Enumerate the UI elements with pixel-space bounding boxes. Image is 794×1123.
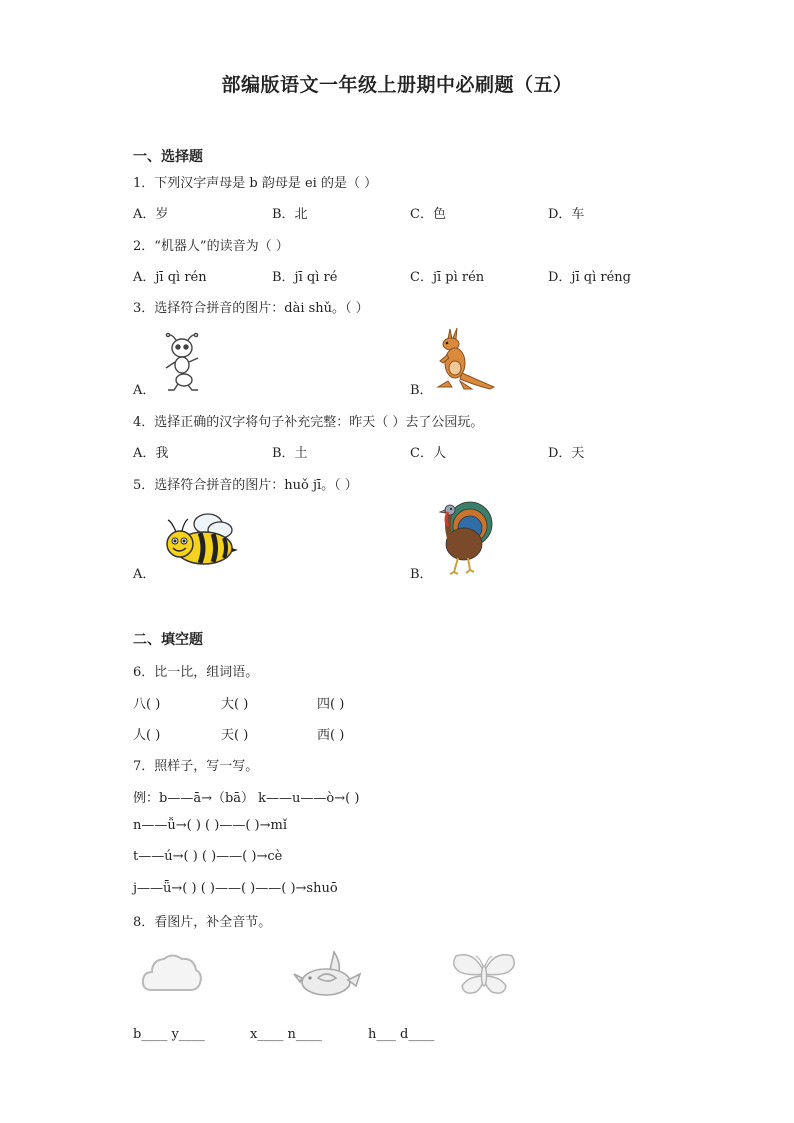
q1-option-d[interactable]: D．车 xyxy=(548,207,585,222)
q7-line-4[interactable]: j——ǖ→( ) ( )——( )——( )→shuō xyxy=(133,881,338,896)
q7-line-3[interactable]: t——ú→( ) ( )——( )→cè xyxy=(133,849,283,864)
q1-option-b[interactable]: B．北 xyxy=(272,207,308,222)
bird-icon xyxy=(292,948,362,1002)
question-2: 2．“机器人”的读音为（ ） xyxy=(133,239,289,254)
q4-option-c[interactable]: C．人 xyxy=(410,446,446,461)
butterfly-icon xyxy=(450,950,518,998)
question-1: 1．下列汉字声母是 b 韵母是 ei 的是（ ） xyxy=(133,176,378,191)
question-7: 7．照样子，写一写。 xyxy=(133,759,259,774)
q3-option-a[interactable]: A． xyxy=(133,383,156,398)
q7-example-line[interactable]: 例：b——ā→（bā） k——u——ò→( ) xyxy=(133,791,360,806)
q5-option-b[interactable]: B． xyxy=(410,567,433,582)
q8-blank-butterfly[interactable]: h___ d____ xyxy=(368,1027,435,1042)
q6-row2-item1[interactable]: 人( ) xyxy=(133,728,161,743)
q7-line-2[interactable]: n——ǚ→( ) ( )——( )→mǐ xyxy=(133,818,287,833)
q8-blank-cloud[interactable]: b____ y____ xyxy=(133,1027,205,1042)
q1-option-c[interactable]: C．色 xyxy=(410,207,446,222)
page-title: 部编版语文一年级上册期中必刷题（五） xyxy=(221,74,573,96)
q5-option-a[interactable]: A． xyxy=(133,567,156,582)
question-5: 5．选择符合拼音的图片：huǒ jī。（ ） xyxy=(133,478,358,493)
q6-row2-item2[interactable]: 天( ) xyxy=(221,728,249,743)
q3-option-b[interactable]: B． xyxy=(410,383,433,398)
turkey-icon[interactable] xyxy=(434,498,496,576)
ant-icon[interactable] xyxy=(160,332,206,392)
cloud-icon xyxy=(140,950,204,996)
q4-option-d[interactable]: D．天 xyxy=(548,446,585,461)
q4-option-b[interactable]: B．土 xyxy=(272,446,308,461)
q2-option-c[interactable]: C．jī pì rén xyxy=(410,270,485,285)
q6-row2-item3[interactable]: 西( ) xyxy=(317,728,345,743)
question-6: 6．比一比，组词语。 xyxy=(133,665,259,680)
question-8: 8．看图片，补全音节。 xyxy=(133,915,272,930)
question-4: 4．选择正确的汉字将句子补充完整：昨天（ ）去了公园玩。 xyxy=(133,415,484,430)
q4-option-a[interactable]: A．我 xyxy=(133,446,169,461)
bee-icon[interactable] xyxy=(160,510,240,568)
kangaroo-icon[interactable] xyxy=(430,325,496,393)
q2-option-d[interactable]: D．jī qì réng xyxy=(548,270,631,285)
q2-option-a[interactable]: A．jī qì rén xyxy=(133,270,207,285)
section-heading-choice: 一、选择题 xyxy=(133,149,203,165)
section-heading-fill: 二、填空题 xyxy=(133,632,203,648)
q6-row1-item2[interactable]: 大( ) xyxy=(221,697,249,712)
q2-option-b[interactable]: B．jī qì ré xyxy=(272,270,338,285)
q8-blank-bird[interactable]: x____ n____ xyxy=(250,1027,322,1042)
question-3: 3．选择符合拼音的图片：dài shǔ。（ ） xyxy=(133,301,369,316)
q1-option-a[interactable]: A．岁 xyxy=(133,207,169,222)
q6-row1-item1[interactable]: 八( ) xyxy=(133,697,161,712)
q6-row1-item3[interactable]: 四( ) xyxy=(317,697,345,712)
